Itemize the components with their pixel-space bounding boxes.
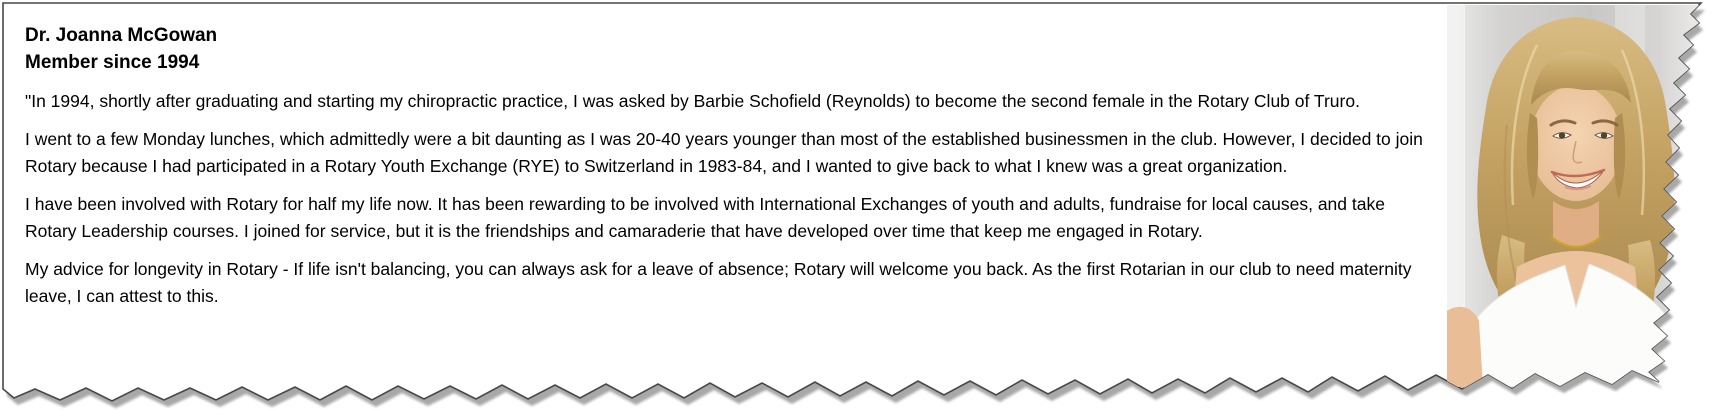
member-photo bbox=[1447, 5, 1705, 387]
member-profile-text bbox=[25, 22, 1438, 321]
profile-paragraph-2: I went to a few Monday lunches, which admittedly were a bit daunting as I was 20-40 years younger than most of the established businessmen in the club. However, I decided to join Rotary because I had participated in a Rotary Youth Exchange (RYE) to Switzerland in 1983-84, and I wanted to give back to what I knew was a great organization. bbox=[25, 129, 1423, 176]
profile-paragraph-3: I have been involved with Rotary for half my life now. It has been rewarding to be involved with International Exchanges of youth and adults, fundraise for local causes, and take Rotary Leadership courses. I joined for service, but it is the friendships and camaraderie that have developed over time that keep me engaged in Rotary. bbox=[25, 194, 1385, 241]
profile-paragraph-1: "In 1994, shortly after graduating and starting my chiropractic practice, I was asked by Barbie Schofield (Reynolds) to become the second female in the Rotary Club of Truro. bbox=[25, 91, 1360, 111]
iris-right bbox=[1601, 132, 1607, 138]
iris-left bbox=[1559, 132, 1565, 138]
profile-heading bbox=[25, 22, 1438, 76]
profile-paragraph-4: My advice for longevity in Rotary - If life isn't balancing, you can always ask for a leave of absence; Rotary will welcome you back. As the first Rotarian in our club to need maternity leave, I can attest to this. bbox=[25, 259, 1412, 306]
bare-arm bbox=[1447, 307, 1483, 387]
member-since: Member since 1994 bbox=[25, 52, 200, 73]
member-name: Dr. Joanna McGowan bbox=[25, 25, 218, 46]
